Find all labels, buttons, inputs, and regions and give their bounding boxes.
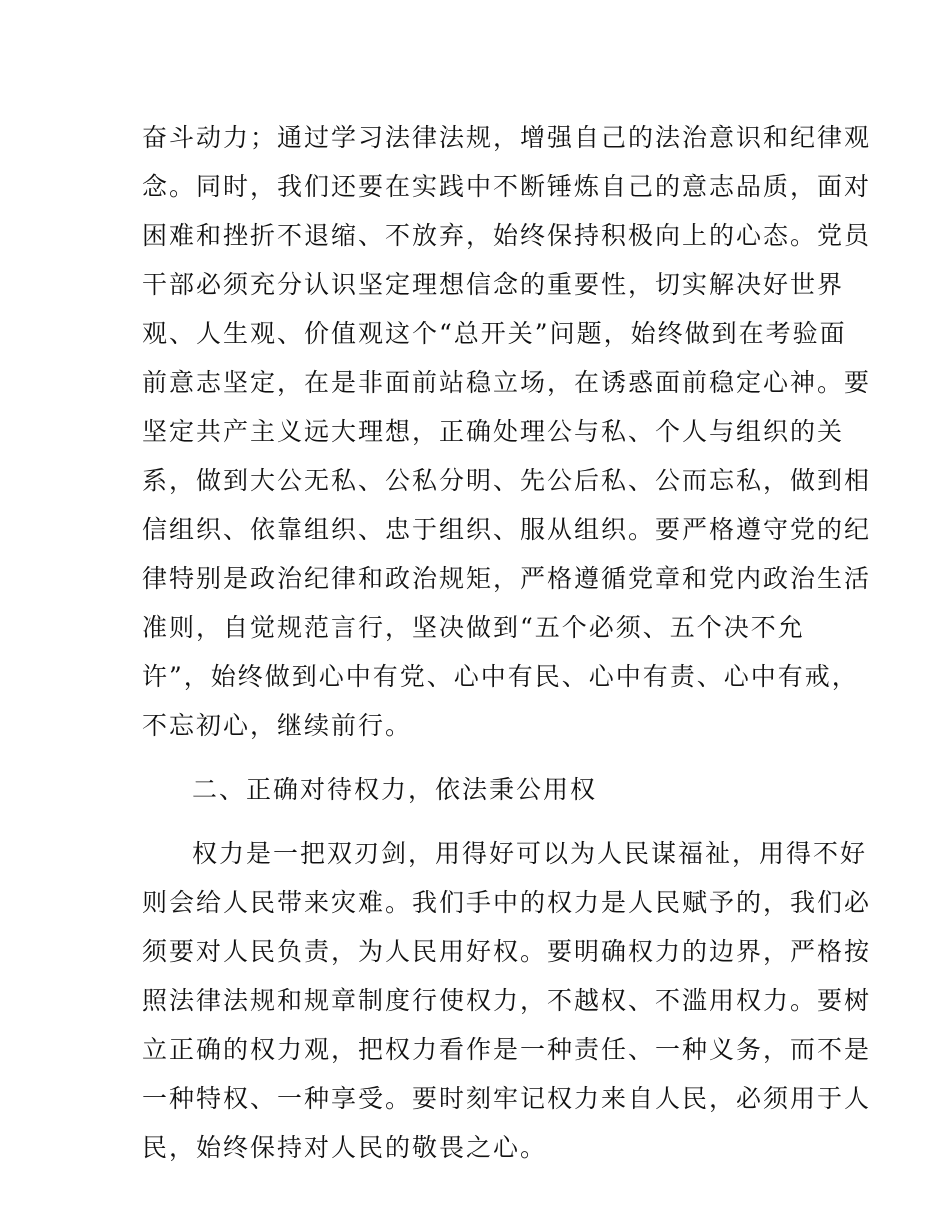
paragraph-line: 许”，始终做到心中有党、心中有民、心中有责、心中有戒， [142, 662, 859, 691]
paragraph-line: 须要对人民负责，为人民用好权。要明确权力的边界，严格按 [142, 937, 872, 966]
paragraph-line: 准则，自觉规范言行，坚决做到“五个必须、五个决不允 [142, 613, 805, 642]
paragraph-line: 困难和挫折不退缩、不放弃，始终保持积极向上的心态。党员 [142, 221, 872, 250]
paragraph-line: 干部必须充分认识坚定理想信念的重要性，切实解决好世界 [142, 270, 845, 299]
paragraph-line: 前意志坚定，在是非面前站稳立场，在诱惑面前稳定心神。要 [142, 368, 872, 397]
paragraph-line: 民，始终保持对人民的敬畏之心。 [142, 1133, 548, 1162]
paragraph-line: 系，做到大公无私、公私分明、先公后私、公而忘私，做到相 [142, 466, 872, 495]
paragraph-continuation [142, 113, 872, 750]
paragraph-power [142, 829, 872, 1172]
document-body [142, 113, 872, 1172]
paragraph-line: 一种特权、一种享受。要时刻牢记权力来自人民，必须用于人 [142, 1084, 872, 1113]
section-heading: 二、正确对待权力，依法秉公用权 [192, 775, 598, 804]
paragraph-line: 坚定共产主义远大理想，正确处理公与私、个人与组织的关 [142, 417, 845, 446]
paragraph-line: 照法律法规和规章制度行使权力，不越权、不滥用权力。要树 [142, 986, 872, 1015]
paragraph-line: 观、人生观、价值观这个“总开关”问题，始终做到在考验面 [142, 319, 847, 348]
paragraph-line: 则会给人民带来灾难。我们手中的权力是人民赋予的，我们必 [142, 888, 872, 917]
paragraph-line: 立正确的权力观，把权力看作是一种责任、一种义务，而不是 [142, 1035, 872, 1064]
paragraph-line: 念。同时，我们还要在实践中不断锤炼自己的意志品质，面对 [142, 172, 872, 201]
paragraph-line: 不忘初心，继续前行。 [142, 711, 413, 740]
paragraph-line: 信组织、依靠组织、忠于组织、服从组织。要严格遵守党的纪 [142, 515, 872, 544]
paragraph-line: 奋斗动力；通过学习法律法规，增强自己的法治意识和纪律观 [142, 123, 872, 152]
paragraph-line: 权力是一把双刃剑，用得好可以为人民谋福祉，用得不好 [192, 839, 868, 868]
paragraph-line: 律特别是政治纪律和政治规矩，严格遵循党章和党内政治生活 [142, 564, 872, 593]
